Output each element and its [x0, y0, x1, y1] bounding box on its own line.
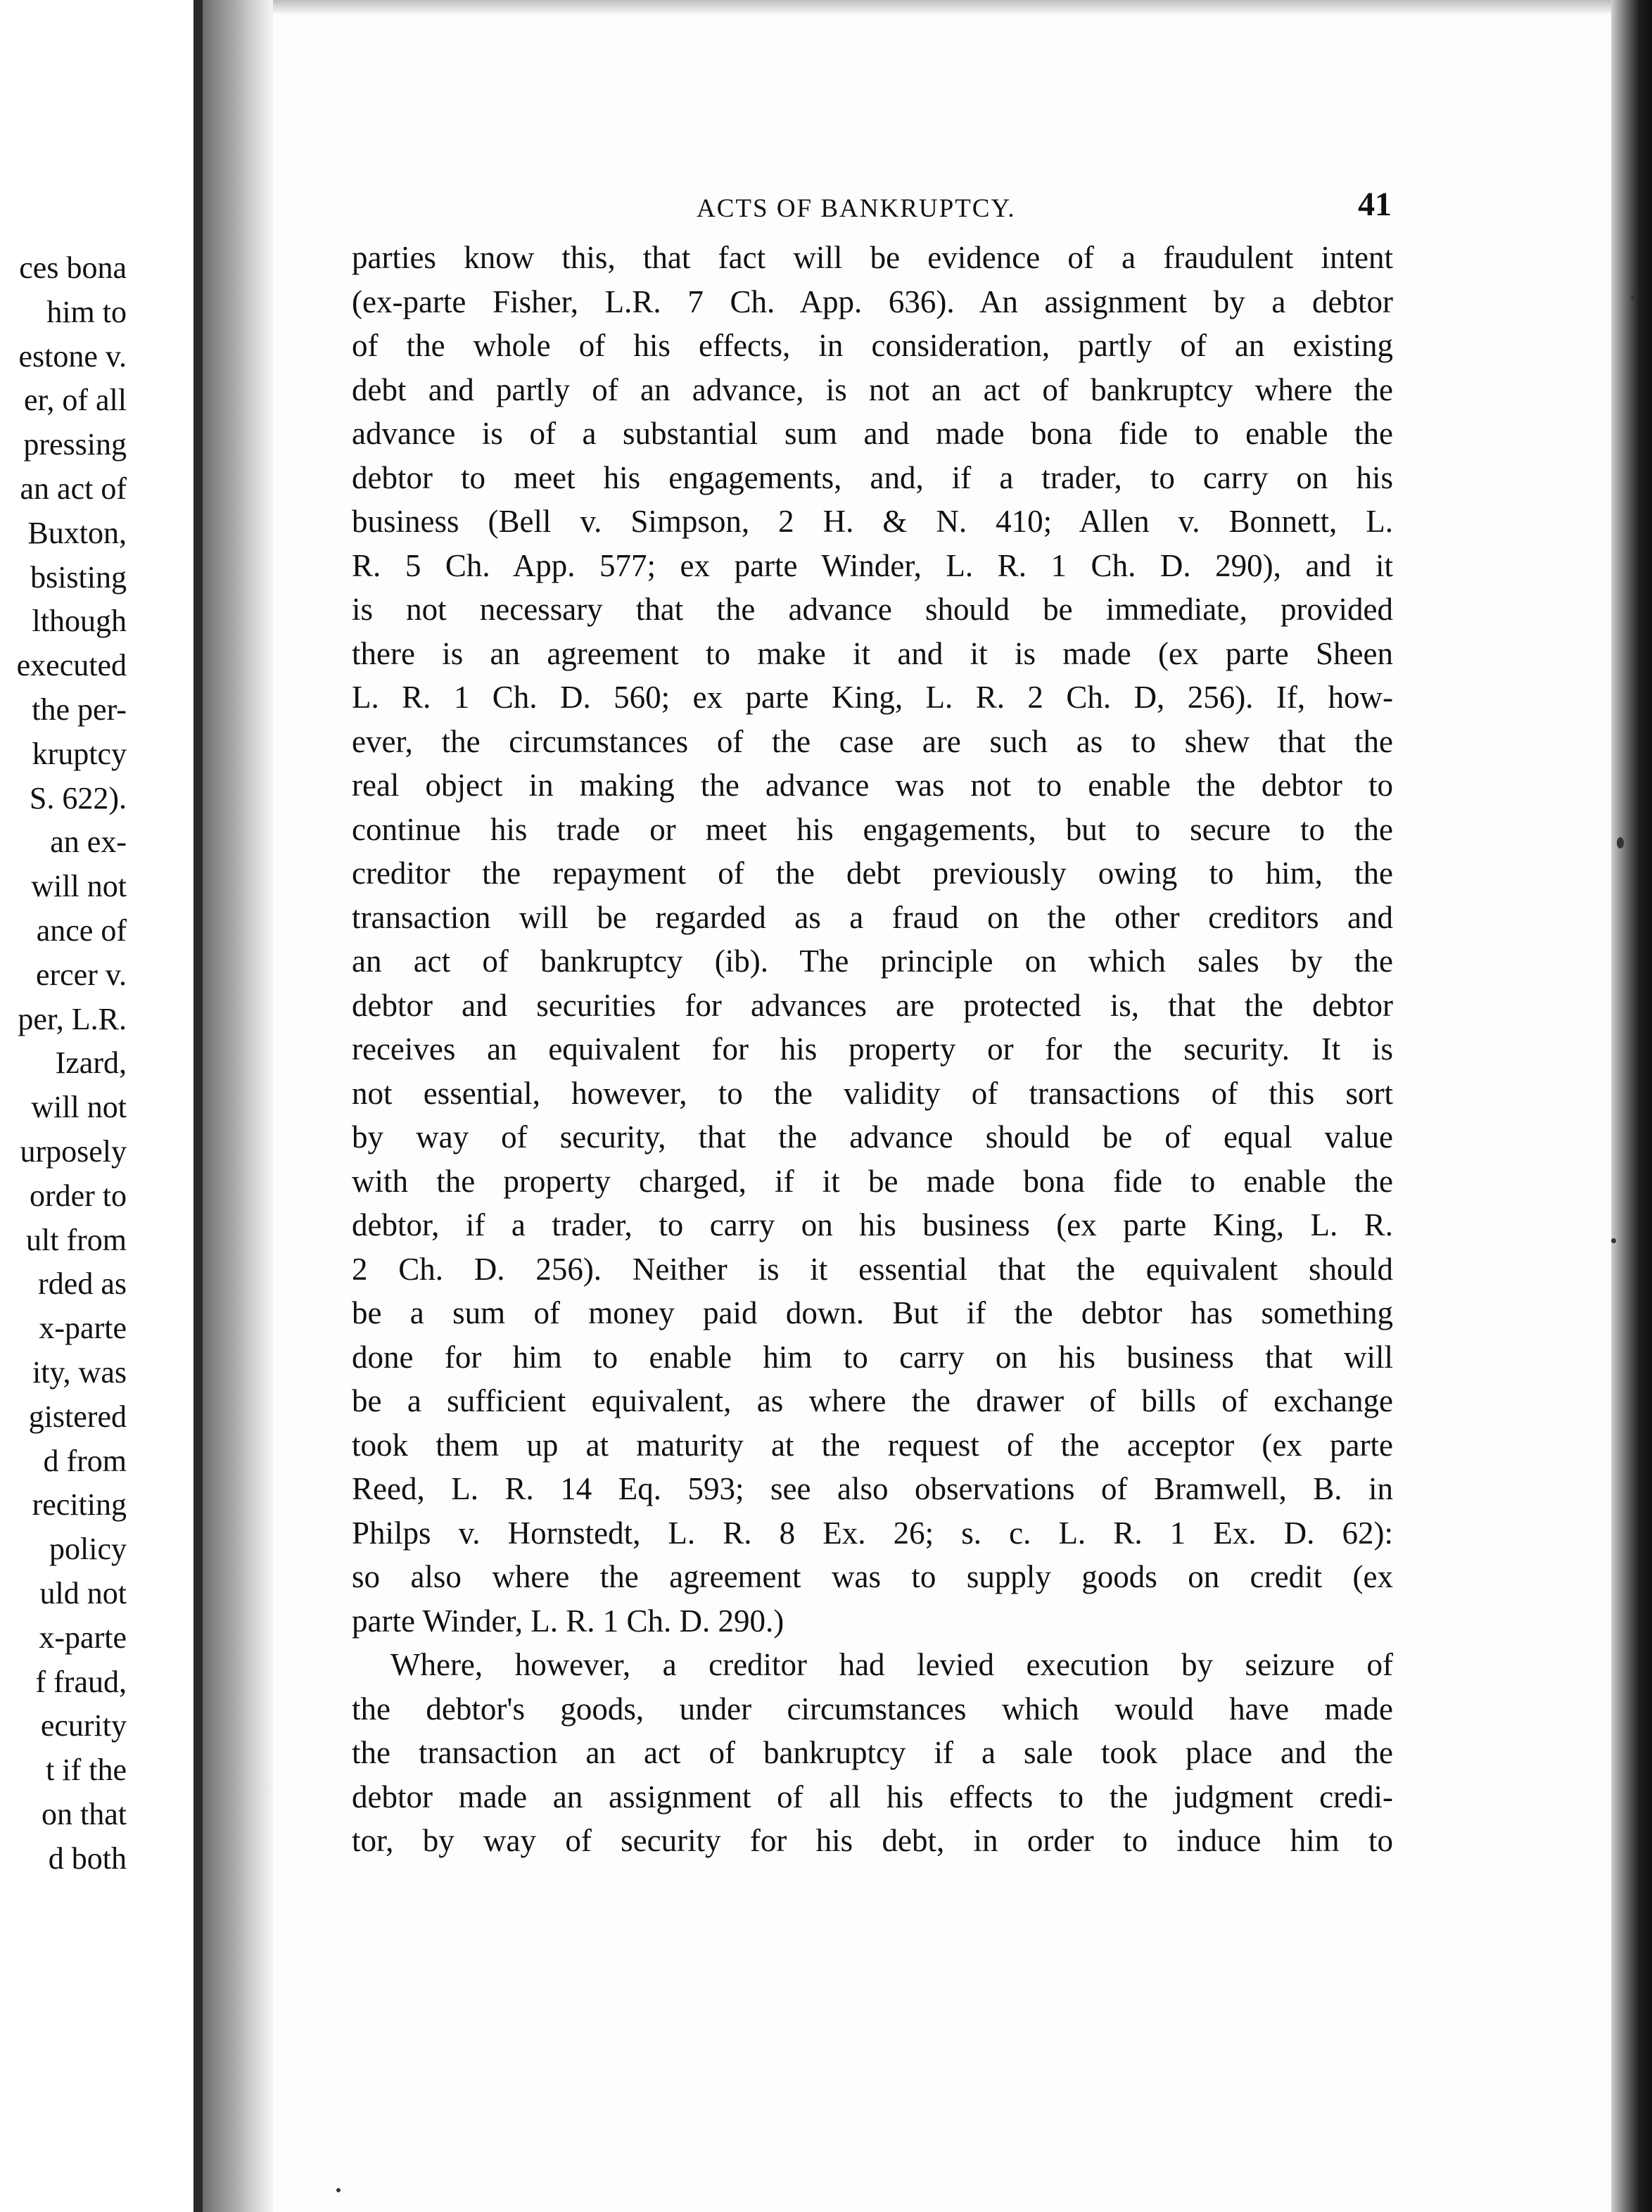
facing-page-line: ercer v. [35, 957, 127, 992]
text-line: of the whole of his effects, in consideration, partly of an existing [352, 328, 1393, 363]
text-line: an act of bankruptcy (ib). The principle on which sales by the [352, 943, 1393, 979]
text-line: Reed, L. R. 14 Eq. 593; see also observations of Bramwell, B. in [352, 1471, 1393, 1506]
text-line: real object in making the advance was not to enable the debtor to [352, 768, 1393, 803]
facing-page-line: bsisting [30, 559, 127, 595]
text-line: so also where the agreement was to supply goods on credit (ex [352, 1559, 1393, 1594]
book-right-edge [1611, 0, 1652, 2212]
text-line: be a sufficient equivalent, as where the drawer of bills of exchange [352, 1383, 1393, 1418]
text-line: debtor, if a trader, to carry on his business (ex parte King, L. R. [352, 1207, 1393, 1242]
text-line: ever, the circumstances of the case are such as to shew that the [352, 723, 1393, 759]
text-line: R. 5 Ch. App. 577; ex parte Winder, L. R. 1 Ch. D. 290), and it [352, 547, 1393, 583]
text-line: Philps v. Hornstedt, L. R. 8 Ex. 26; s. c. L. R. 1 Ex. D. 62): [352, 1515, 1393, 1551]
text-line: creditor the repayment of the debt previously owing to him, the [352, 856, 1393, 891]
text-line: debt and partly of an advance, is not an act of bankruptcy where the [352, 371, 1393, 407]
facing-page-line: an act of [20, 471, 127, 506]
text-line: business (Bell v. Simpson, 2 H. & N. 410; Allen v. Bonnett, L. [352, 504, 1393, 539]
facing-page-line: S. 622). [29, 780, 127, 815]
facing-page-line: d from [43, 1443, 127, 1478]
facing-page-line: t if the [46, 1753, 127, 1788]
facing-page-line: gistered [28, 1399, 127, 1434]
text-line: the debtor's goods, under circumstances which would have made [352, 1691, 1393, 1727]
facing-page-line: him to [46, 294, 127, 329]
facing-page-line: estone v. [18, 338, 127, 374]
text-line: done for him to enable him to carry on his business that will [352, 1339, 1393, 1375]
text-line: L. R. 1 Ch. D. 560; ex parte King, L. R. 2 Ch. D, 256). If, how- [352, 680, 1393, 715]
facing-page-line: ance of [36, 913, 127, 948]
binding-edge [193, 0, 203, 2212]
facing-page-line: lthough [32, 604, 127, 639]
facing-page-line: the per- [32, 692, 127, 727]
facing-page-line: f fraud, [35, 1664, 127, 1699]
facing-page-line: pressing [23, 427, 127, 462]
facing-page-line: ecurity [40, 1708, 127, 1743]
facing-page-line: rded as [38, 1266, 127, 1302]
text-line: receives an equivalent for his property or for the security. It is [352, 1031, 1393, 1067]
text-line: parties know this, that fact will be evidence of a fraudulent intent [352, 240, 1393, 275]
facing-page-fragment [0, 0, 197, 2212]
text-line: there is an agreement to make it and it is made (ex parte Sheen [352, 635, 1393, 671]
facing-page-line: d both [48, 1841, 127, 1876]
facing-page-line: kruptcy [32, 736, 127, 771]
text-line: 2 Ch. D. 256). Neither is it essential that the equivalent should [352, 1251, 1393, 1287]
text-line: advance is of a substantial sum and made bona fide to enable the [352, 416, 1393, 451]
facing-page-line: urposely [20, 1133, 127, 1169]
facing-page-line: per, L.R. [18, 1001, 127, 1036]
facing-page-line: Izard, [55, 1045, 127, 1081]
text-line: Where, however, a creditor had levied execution by seizure of [390, 1647, 1393, 1682]
facing-page-line: ces bona [19, 250, 127, 285]
facing-page-line: will not [31, 1090, 127, 1125]
text-line: (ex-parte Fisher, L.R. 7 Ch. App. 636). An assignment by a debtor [352, 284, 1393, 319]
facing-page-line: reciting [32, 1487, 127, 1523]
text-line: parte Winder, L. R. 1 Ch. D. 290.) [352, 1603, 784, 1639]
facing-page-line: an ex- [50, 825, 127, 860]
main-page [352, 179, 1393, 1863]
facing-page-line: er, of all [23, 383, 127, 418]
facing-page-line: x-parte [39, 1620, 127, 1655]
facing-page-line: ity, was [32, 1354, 127, 1390]
facing-page-line: will not [31, 869, 127, 904]
facing-page-line: policy [49, 1532, 127, 1567]
facing-page-line: uld not [39, 1575, 127, 1610]
facing-page-lines [0, 246, 127, 1881]
facing-page-line: ult from [26, 1222, 127, 1257]
text-line: debtor and securities for advances are protected is, that the debtor [352, 987, 1393, 1023]
text-line: be a sum of money paid down. But if the debtor has something [352, 1295, 1393, 1330]
page-number: 41 [1358, 186, 1392, 223]
facing-page-line: Buxton, [27, 515, 127, 550]
facing-page-line: executed [16, 648, 127, 683]
facing-page-line: x-parte [39, 1311, 127, 1346]
text-line: continue his trade or meet his engagements, but to secure to the [352, 811, 1393, 847]
text-line: transaction will be regarded as a fraud on the other creditors and [352, 899, 1393, 935]
text-line: with the property charged, if it be made bona fide to enable the [352, 1163, 1393, 1199]
top-shadow [197, 0, 1611, 15]
text-line: is not necessary that the advance should be immediate, provided [352, 592, 1393, 627]
facing-page-line: order to [29, 1178, 127, 1213]
running-title: ACTS OF BANKRUPTCY. [697, 194, 1016, 223]
facing-page-line: on that [42, 1796, 127, 1831]
text-line: debtor to meet his engagements, and, if a trader, to carry on his [352, 459, 1393, 495]
text-line: the transaction an act of bankruptcy if a sale took place and the [352, 1735, 1393, 1770]
text-line: tor, by way of security for his debt, in order to induce him to [352, 1823, 1393, 1858]
body-text [352, 236, 1393, 1863]
text-line: not essential, however, to the validity of transactions of this sort [352, 1075, 1393, 1111]
running-head [352, 179, 1393, 236]
text-line: by way of security, that the advance should be of equal value [352, 1119, 1393, 1155]
text-line: took them up at maturity at the request of the acceptor (ex parte [352, 1427, 1393, 1463]
text-line: debtor made an assignment of all his effects to the judgment credi- [352, 1779, 1393, 1814]
binding-gutter-shadow [203, 0, 273, 2212]
